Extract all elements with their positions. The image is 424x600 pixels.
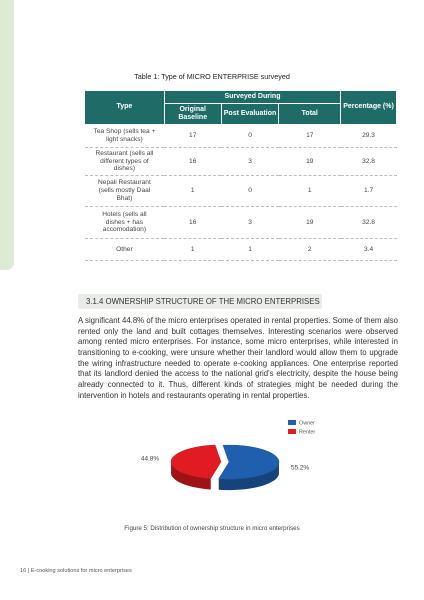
cell-post: 0	[221, 125, 279, 148]
cell-baseline: 1	[164, 239, 221, 261]
header-percentage: Percentage (%)	[341, 91, 397, 125]
cell-post: 3	[221, 207, 279, 239]
legend-label-owner: Owner	[299, 420, 315, 427]
cell-post: 1	[221, 239, 279, 261]
cell-post: 0	[221, 176, 279, 207]
cell-baseline: 16	[164, 148, 221, 176]
cell-percentage: 29.3	[341, 125, 397, 148]
cell-total: 17	[279, 125, 341, 148]
enterprise-type-table	[84, 90, 397, 261]
cell-percentage: 32.8	[341, 148, 397, 176]
table-caption: Table 1: Type of MICRO ENTERPRISE surveyed	[134, 72, 290, 81]
header-original-baseline: Original Baseline	[164, 104, 221, 125]
section-heading: 3.1.4 OWNERSHIP STRUCTURE OF THE MICRO ENTERPRISES	[78, 294, 322, 309]
body-paragraph: A significant 44.8% of the micro enterprises operated in rental properties. Some of them also rented only the land and built cottages themselves. Interesting scenarios were observed among rented micro enterprises. For instance, some micro enterprises, while interested in transitioning to e-cooking, were unsure whether their landlord would allow them to upgrade the wiring infrastructure needed to operate e-cooking appliances. One enterprise reported that its landlord denied the access to the national grid's electricity, despite the house being already connected to it. Thus, different kinds of strategies might be needed during the intervention in hotels and restaurants operating in rental properties.	[78, 316, 398, 400]
table-row	[85, 125, 397, 148]
header-surveyed-during: Surveyed During	[164, 91, 340, 104]
cell-percentage: 1.7	[341, 176, 397, 207]
cell-total: 19	[279, 207, 341, 239]
side-accent-bar	[0, 0, 14, 270]
legend-label-renter: Renter	[299, 429, 316, 436]
cell-baseline: 16	[164, 207, 221, 239]
page-footer: 16 | E-cooking solutions for micro enterprises	[20, 568, 132, 574]
cell-post: 3	[221, 148, 279, 176]
figure-caption: Figure 5: Distribution of ownership structure in micro enterprises	[124, 525, 300, 532]
cell-percentage: 3.4	[341, 239, 397, 261]
cell-baseline: 1	[164, 176, 221, 207]
cell-type: Nepali Restaurant (sells mostly Daal Bhat)	[85, 176, 165, 207]
legend-swatch-owner	[288, 420, 296, 425]
ownership-pie-chart	[140, 415, 330, 505]
cell-baseline: 17	[164, 125, 221, 148]
cell-type: Tea Shop (sells tea + light snacks)	[85, 125, 165, 148]
header-post-evaluation: Post Evaluation	[221, 104, 279, 125]
pie-value-label: 55.2%	[290, 464, 310, 472]
table-row	[85, 207, 397, 239]
cell-percentage: 32.8	[341, 207, 397, 239]
table-row	[85, 176, 397, 207]
cell-total: 2	[279, 239, 341, 261]
header-total: Total	[279, 104, 341, 125]
cell-type: Other	[85, 239, 165, 261]
cell-total: 19	[279, 148, 341, 176]
header-type: Type	[85, 91, 165, 125]
pie-value-label: 44.8%	[140, 455, 160, 463]
cell-total: 1	[279, 176, 341, 207]
table-row	[85, 148, 397, 176]
cell-type: Hotels (sells all dishes + has accomodation)	[85, 207, 165, 239]
table-row	[85, 239, 397, 261]
legend-swatch-renter	[288, 429, 296, 434]
cell-type: Restaurant (sells all different types of dishes)	[85, 148, 165, 176]
